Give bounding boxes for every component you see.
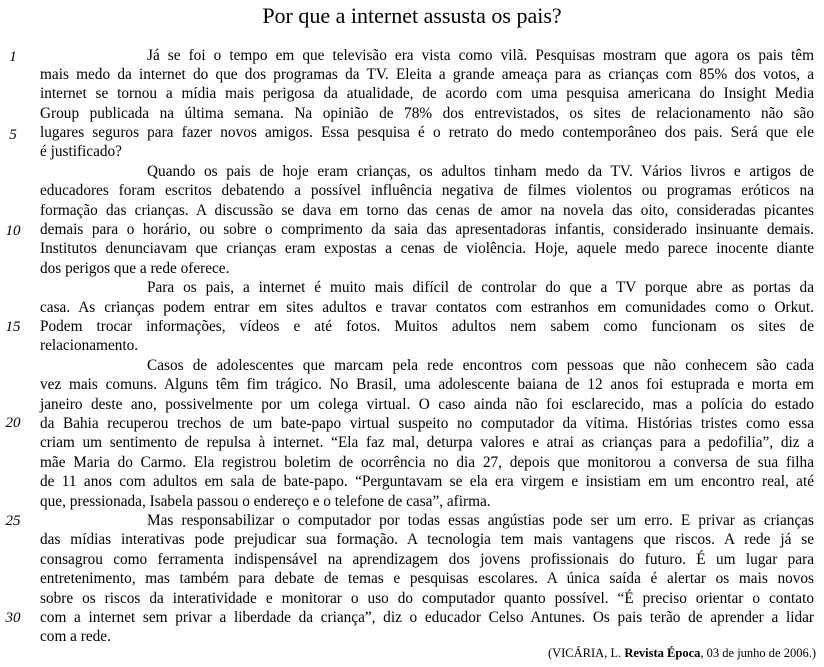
line-number: 10 (5, 223, 21, 239)
text-line: com a rede. (40, 628, 111, 645)
text-line: Institutos denunciavam que crianças eram expostas a cenas de violência. Hoje, aquele medo parece inocente diante (40, 240, 814, 257)
text-line: educadores foram escritos debatendo a possível influência negativa de filmes violentos ou programas eróticos na (40, 182, 814, 199)
citation-suffix: , 03 de junho de 2006.) (700, 646, 816, 660)
line-number: 15 (5, 319, 21, 335)
text-line: Podem trocar informações, vídeos e até fotos. Muitos adultos nem sabem como funcionam os sites de (40, 318, 814, 335)
text-line: criam um sentimento de repulsa à internet. “Ela faz mal, deturpa valores e atrai as crianças para a pedofilia”, diz a (40, 434, 814, 451)
text-line: consagrou como ferramenta indispensável na aprendizagem dos jovens profissionais do futuro. É um lugar para (40, 551, 814, 568)
citation-prefix: (VICÁRIA, L. (547, 646, 625, 660)
text-line: que, pressionada, Isabela passou o endereço e o telefone de casa”, afirma. (40, 493, 491, 510)
line-number: 30 (5, 610, 21, 626)
text-line: casa. As crianças podem entrar em sites adultos e travar contatos com estranhos em comunidades como o Orkut. (40, 299, 814, 316)
line-number: 5 (9, 127, 17, 143)
text-line: das mídias interativas pode prejudicar sua formação. A tecnologia tem mais vantagens que riscos. A rede já se (40, 531, 814, 548)
text-line: lugares seguros para fazer novos amigos. Essa pesquisa é o retrato do medo contemporâneo dos pais. Será que ele (40, 124, 814, 141)
text-line: internet se tornou a mídia mais perigosa da atualidade, de acordo com uma pesquisa americana do Insight Media (40, 85, 814, 102)
text-line: Casos de adolescentes que marcam pela rede encontros com pessoas que não conhecem são cada (147, 357, 814, 374)
article-title: Por que a internet assusta os pais? (262, 3, 562, 28)
text-line: Já se foi o tempo em que televisão era vista como vilã. Pesquisas mostram que agora os pais têm (147, 47, 814, 64)
text-line: de 11 anos com adultos em sala de bate-papo. “Perguntavam se ela era virgem e insistiam em um encontro real, até (40, 473, 814, 490)
text-line: é justificado? (40, 143, 122, 160)
text-line: relacionamento. (40, 337, 139, 354)
text-line: dos perigos que a rede oferece. (40, 260, 230, 277)
line-number: 1 (9, 49, 17, 65)
text-line: formação das crianças. A discussão se dava em torno das cenas de amor na novela das oito, consideradas picantes (40, 202, 814, 219)
text-line: mãe Maria do Carmo. Ela registrou boletim de ocorrência no dia 27, depois que monitorou a conversa de sua filha (40, 454, 814, 471)
text-line: entretenimento, mas também para debate de temas e pesquisas escolares. A única saída é alertar os mais novos (40, 570, 814, 587)
text-line: demais para o horário, ou sobre o comprimento da saia das apresentadoras infantis, considerado insinuante demais. (40, 221, 814, 238)
text-line: janeiro deste ano, possivelmente por um colega virtual. O caso ainda não foi esclarecido, mas a polícia do estado (40, 396, 814, 413)
line-number: 25 (5, 513, 21, 529)
text-line: da Bahia recuperou trechos de um bate-papo virtual suspeito no computador da vítima. Histórias tristes como essa (40, 415, 814, 432)
citation-magazine: Revista Época (624, 646, 701, 660)
text-line: mais medo da internet do que dos programas da TV. Eleita a grande ameaça para as crianças com 85% dos votos, a (40, 66, 814, 83)
text-line: vez mais comuns. Alguns têm fim trágico. No Brasil, uma adolescente baiana de 12 anos foi estuprada e morta em (40, 376, 814, 393)
text-line: com a internet sem privar a liberdade da criança”, diz o educador Celso Antunes. Os pais terão de aprender a lidar (40, 609, 814, 626)
text-line: Quando os pais de hoje eram crianças, os adultos tinham medo da TV. Vários livros e artigos de (147, 163, 814, 180)
text-line: sobre os riscos da interatividade e monitorar o uso do computador quanto possível. “É preciso orientar o contato (40, 590, 814, 607)
text-line: Group publicada na última semana. Na opinião de 78% dos entrevistados, os sites de relacionamento não são (40, 105, 814, 122)
line-number: 20 (5, 415, 21, 431)
text-line: Para os pais, a internet é muito mais difícil de controlar do que a TV porque abre as portas da (147, 279, 814, 296)
citation (548, 645, 816, 661)
text-line: Mas responsabilizar o computador por todas essas angústias pode ser um erro. E privar as crianças (147, 512, 814, 529)
